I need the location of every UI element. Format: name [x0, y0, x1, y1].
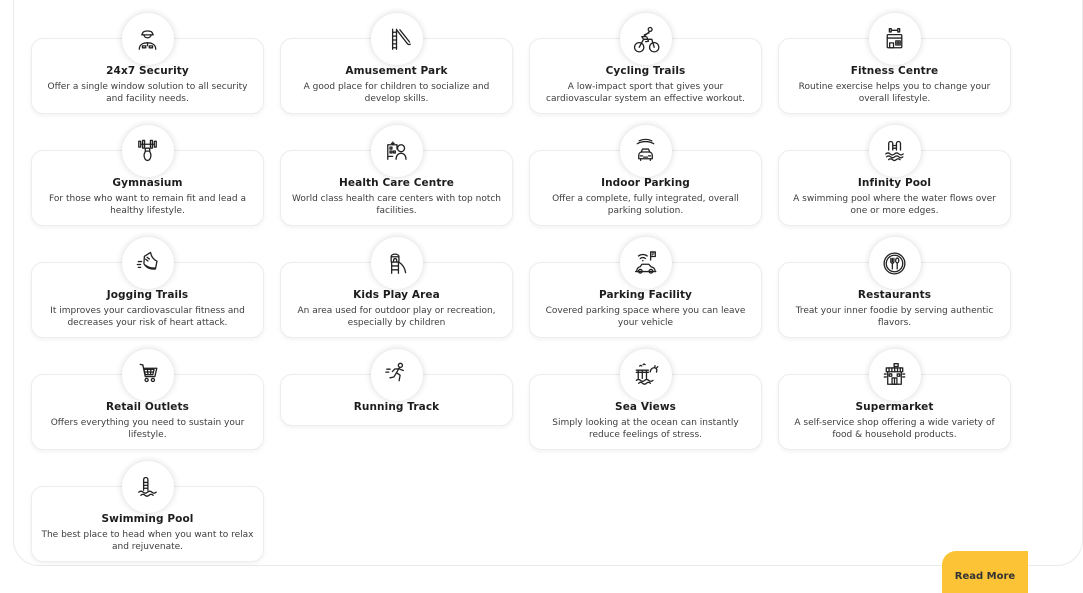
amenity-card	[31, 150, 264, 226]
amenity-title: Amusement Park	[345, 65, 448, 77]
cutlery-plate-icon	[869, 237, 921, 289]
covered-car-icon	[620, 125, 672, 177]
amenity-card	[529, 38, 762, 114]
amenity-description: A swimming pool where the water flows over one or more edges.	[793, 194, 996, 216]
amenity-description: Routine exercise helps you to change your overall lifestyle.	[798, 82, 991, 104]
amenities-grid	[31, 38, 1011, 562]
amenity-title: Retail Outlets	[106, 401, 189, 413]
amenity-title: Cycling Trails	[605, 65, 686, 77]
health-care-icon	[371, 125, 423, 177]
amenity-description: A self-service shop offering a wide variety of food & household products.	[794, 418, 995, 440]
security-guard-icon	[122, 13, 174, 65]
amenity-card	[529, 252, 762, 338]
amenity-description: Offer a complete, fully integrated, overall parking solution.	[552, 194, 739, 216]
amenity-title: Running Track	[353, 401, 440, 413]
smart-parking-icon	[620, 237, 672, 289]
amenity-card	[529, 374, 762, 450]
read-more-button[interactable]: Read More	[942, 551, 1028, 593]
jogging-shoe-icon	[122, 237, 174, 289]
amenity-title: Sea Views	[615, 401, 676, 413]
amenity-description: For those who want to remain fit and lead a healthy lifestyle.	[49, 194, 246, 216]
amenity-title: Parking Facility	[598, 289, 693, 301]
amenity-card	[280, 38, 513, 114]
amenity-card	[31, 374, 264, 450]
playground-slide-icon	[371, 237, 423, 289]
pool-rail-icon	[869, 125, 921, 177]
storefront-icon	[869, 349, 921, 401]
amenity-description: It improves your cardiovascular fitness and decreases your risk of heart attack.	[50, 306, 245, 328]
amenity-title: Gymnasium	[112, 177, 183, 189]
amenity-description: Offer a single window solution to all security and facility needs.	[47, 82, 248, 104]
amenity-card	[529, 150, 762, 226]
amenity-title: Jogging Trails	[106, 289, 189, 301]
bicycle-icon	[620, 13, 672, 65]
amenity-card	[280, 374, 513, 426]
svg-text:P: P	[651, 252, 655, 258]
dumbbell-hand-icon	[122, 125, 174, 177]
amenity-card	[31, 262, 264, 338]
amenity-description: World class health care centers with top notch facilities.	[291, 194, 502, 216]
amenity-card	[778, 38, 1011, 114]
pool-ladder-icon	[122, 461, 174, 513]
amenity-description: An area used for outdoor play or recreation, especially by children	[297, 306, 496, 328]
amenity-description: Treat your inner foodie by serving authentic flavors.	[795, 306, 994, 328]
amenity-description: Simply looking at the ocean can instantly reduce feelings of stress.	[552, 418, 739, 440]
runner-icon	[371, 349, 423, 401]
amenity-title: Restaurants	[857, 289, 932, 301]
amusement-slide-icon	[371, 13, 423, 65]
amenity-card	[280, 262, 513, 338]
amenity-card	[778, 374, 1011, 450]
amenity-title: Supermarket	[855, 401, 934, 413]
amenity-description: A low-impact sport that gives your cardiovascular system an effective workout.	[546, 82, 745, 104]
amenity-title: Health Care Centre	[339, 177, 454, 189]
amenity-description: A good place for children to socialize and develop skills.	[303, 82, 490, 104]
shopping-cart-icon	[122, 349, 174, 401]
amenity-card	[778, 150, 1011, 226]
amenity-description: Offers everything you need to sustain your lifestyle.	[50, 418, 245, 440]
amenity-title: Swimming Pool	[101, 513, 194, 525]
fitness-building-icon	[869, 13, 921, 65]
amenity-title: Indoor Parking	[601, 177, 690, 189]
amenity-card	[31, 38, 264, 114]
amenity-title: Fitness Centre	[850, 65, 939, 77]
amenity-title: Kids Play Area	[353, 289, 440, 301]
amenity-title: 24x7 Security	[106, 65, 189, 77]
amenity-title: Infinity Pool	[857, 177, 932, 189]
amenity-card	[280, 150, 513, 226]
amenity-description: The best place to head when you want to relax and rejuvenate.	[41, 530, 254, 552]
amenity-card	[778, 262, 1011, 338]
sea-pier-icon	[620, 349, 672, 401]
amenity-card	[31, 486, 264, 562]
amenity-description: Covered parking space where you can leave your vehicle	[545, 306, 746, 328]
